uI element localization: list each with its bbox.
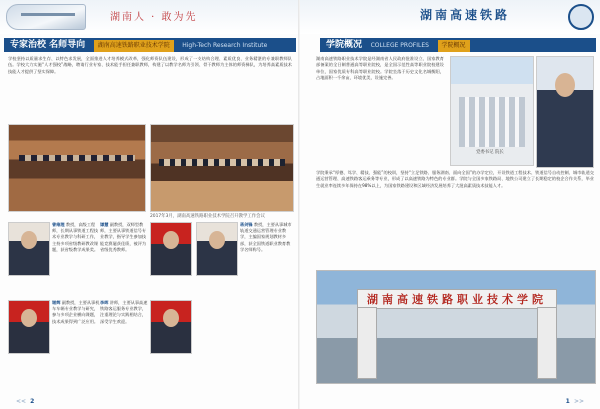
right-header-strip <box>300 0 600 34</box>
body-paragraph: 学院秉承“厚德、笃学、精技、强能”的校训，坚持“立足铁路、服务湖南、面向全国”的办学定位，开设铁道工程技术、铁道信号自动控制、城市轨道交通运营管理、高速铁路客运乘务等专业，形成了以高速铁路为特色的专业群。学院与全国多家铁路局、地铁公司建立了长期稳定的校企合作关系，毕业生就业率连续多年保持在98%以上，为国家铁路建设和区域经济发展培养了大批高素质技术技能人才。 <box>316 170 594 188</box>
section-title: 学院概况 <box>326 40 363 50</box>
profile-photo <box>150 300 192 354</box>
profile-bio: 教授，主要从事城市轨道交通运营管理专业教学，主编国家规划教材多部，获全国铁道职业教育教学名师称号。 <box>240 222 292 252</box>
intro-paragraph: 湖南高速铁路职业技术学院是经湖南省人民政府批准设立、国家教育部备案的全日制普通高等职业院校，是全国示范性高等职业院校建设单位，国家优质专科高等职业院校。学院坐落于历史文化名城衡阳，占地面积一千余亩，环境优美，设施完善。 <box>316 56 444 81</box>
section-subtitle-en: COLLEGE PROFILES <box>370 42 429 49</box>
section-tag: 学院概况 <box>438 40 470 52</box>
profile-photo <box>196 222 238 276</box>
page-number-right: 1 >> <box>565 398 584 405</box>
profile-name: 蒋剑锋 <box>240 222 253 227</box>
profile-photo <box>8 222 50 276</box>
train-icon <box>6 4 86 30</box>
campus-gate-photo <box>316 270 596 384</box>
profile-name: 李晖 <box>100 300 109 305</box>
lead-paragraph: 学校坚持以质量求生存、以特色求发展，全面推进人才培养模式改革，强化师资队伍建设，形成了一支结构合理、素质优良、业务精湛的专兼职教师队伍。学校大力实施“人才强校”战略，聘请行业专家、技术能手担任兼职教师，构建了以教学名师为引领、骨干教师为主体的师资梯队，为培养高素质技术技能人才提供了坚实保障。 <box>8 56 292 74</box>
meeting-caption: 2017年3月，湖南高速铁路职业技术学院召开教学工作会议 <box>150 214 265 219</box>
section-subtitle-en: High-Tech Research Institute <box>182 42 268 49</box>
meeting-photo-2 <box>150 124 294 212</box>
leader-portrait-photo <box>536 56 594 168</box>
right-page <box>300 0 600 409</box>
section-banner-left <box>4 38 296 52</box>
gate-pillar-right <box>537 307 557 379</box>
profile-photo <box>8 300 50 354</box>
section-title: 专家治校 名师导向 <box>10 40 86 50</box>
profile-bio: 副教授，双师型教师，主要从事铁道信号专业教学，指导学生参加技能竞赛屡获佳绩，被评为省级优秀教师。 <box>100 222 147 252</box>
profile-bio: 副教授，主要从事机车车辆专业教学与研究，参与多项企业横向课题，技术成果得到广泛应用。 <box>52 300 100 324</box>
page-number-left: << 2 <box>16 398 35 405</box>
section-banner-right <box>320 38 596 52</box>
gate-pillar-left <box>357 307 377 379</box>
profile-name: 谭慧 <box>100 222 109 227</box>
header-slogan: 湖南人 · 敢为先 <box>110 12 198 23</box>
section-tag: 湖南高速铁路职业技术学院 <box>94 40 174 52</box>
journal-title: 湖南高速铁路 <box>420 8 511 22</box>
profile-name: 曾维理 <box>52 222 65 227</box>
double-chevron-icon: << <box>16 398 27 405</box>
portrait-caption: 党委书记 院长 <box>476 150 504 155</box>
profile-name: 谢辉 <box>52 300 61 305</box>
gate-sign: 湖南高速铁路职业技术学院 <box>367 293 547 306</box>
left-header-strip <box>0 0 300 34</box>
profile-bio: 讲师，主要从事高速铁路客运服务专业教学，注重理论与实践相结合，深受学生欢迎。 <box>100 300 148 324</box>
school-logo-icon <box>568 4 594 30</box>
double-chevron-icon: >> <box>573 398 584 405</box>
profile-bio: 教授，高级工程师，长期从事铁道工程技术专业教学与科研工作，主持多项省级教研教改课题，获省级教学成果奖。 <box>52 222 99 252</box>
meeting-photo-1 <box>8 124 146 212</box>
profile-photo <box>150 222 192 276</box>
